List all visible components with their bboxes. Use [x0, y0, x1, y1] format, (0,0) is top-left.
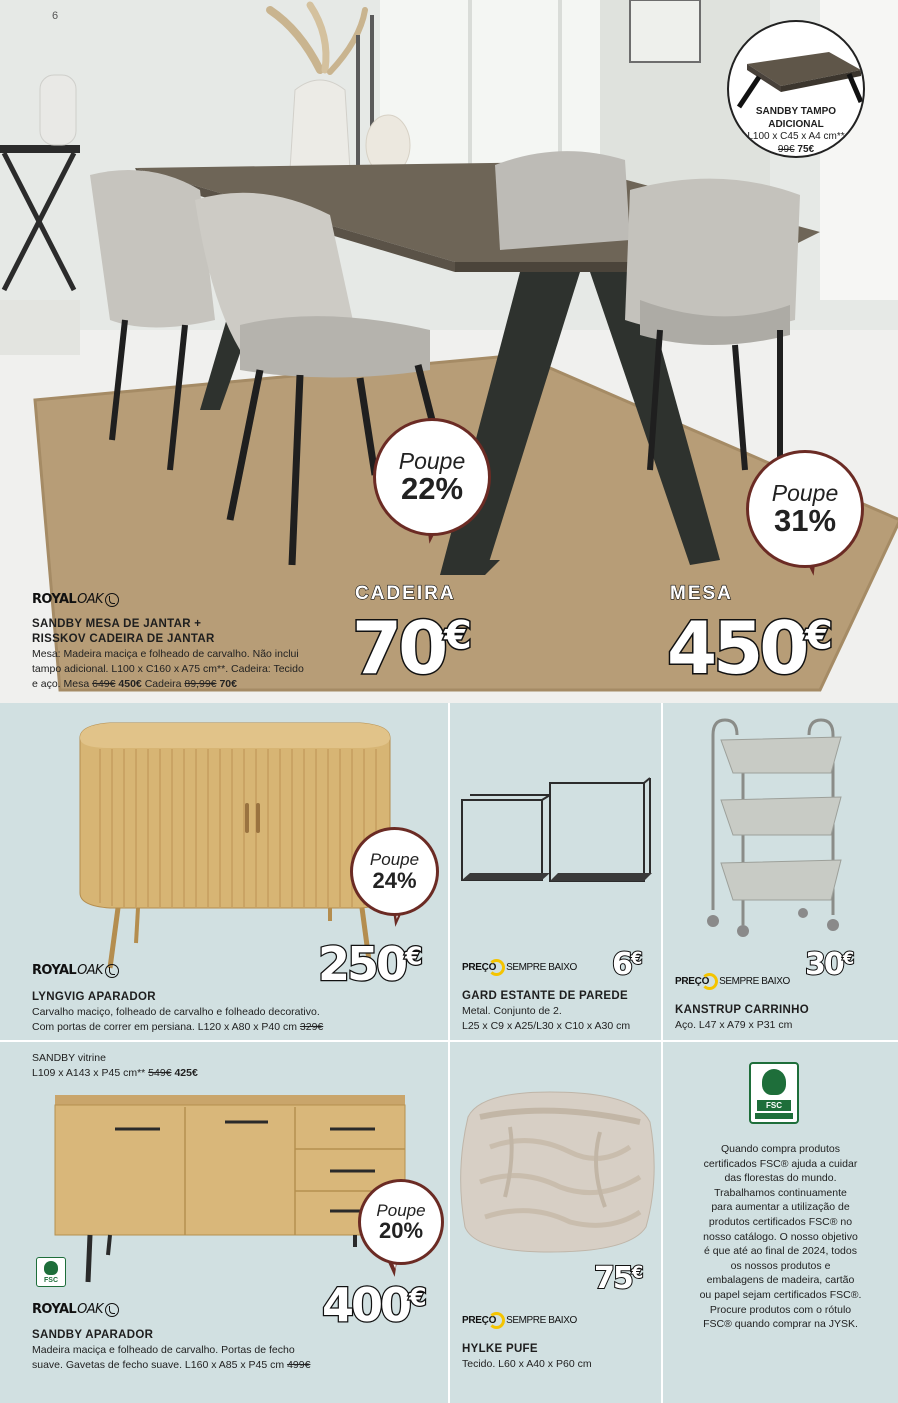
table-price-currency: €: [805, 612, 833, 659]
vitrine-line-2: L109 x A143 x P45 cm** 549€ 425€: [32, 1067, 198, 1079]
chair-price: [352, 606, 472, 690]
table-poupe-label: Poupe: [771, 479, 839, 506]
sandby-save-bubble: [358, 1179, 448, 1279]
fsc-info-text: Quando compra produtos certificados FSC® ajuda a cuidar das florestas do mundo. Trabalhamos continuamente para aumentar a utilização de produtos certificados FSC® no nosso catálogo. O nosso objetivo é que até ao final de 2024, todos os nossos produtos e embalagens de madeira, cartão ou papel sejam certificados FSC®. Procure produtos com o rótulo FSC® quando comprar na JYSK.: [699, 1143, 862, 1331]
preco-sempre-baixo-badge: PREÇO SEMPRE BAIXO: [677, 973, 790, 990]
kanstrup-cart-image: [663, 715, 898, 945]
hylke-card: [450, 1042, 661, 1403]
chair-price-label: CADEIRA: [355, 583, 456, 604]
chair-price-value: 70: [352, 606, 445, 690]
gard-card: [450, 703, 661, 1040]
fsc-logo: FSC: [749, 1062, 799, 1124]
table-price-value: 450: [667, 606, 806, 690]
royal-oak-logo: ROYAL OAK: [32, 592, 119, 607]
addon-tampo-circle: [727, 20, 865, 158]
addon-new-price: 75€: [797, 143, 815, 155]
sandby-price: 400€: [322, 1278, 427, 1332]
hero-title-1: SANDBY MESA DE JANTAR +: [32, 618, 202, 630]
vitrine-line-1: SANDBY vitrine: [32, 1052, 106, 1064]
chair-poupe-label: Poupe: [398, 447, 466, 474]
lyngvig-price: 250€: [318, 937, 423, 991]
page-number: 6: [52, 10, 59, 22]
sandby-poupe: Poupe: [376, 1200, 426, 1220]
addon-title-2: ADICIONAL: [768, 118, 824, 130]
gard-title: GARD ESTANTE DE PAREDE: [462, 990, 628, 1002]
addon-title-1: SANDBY TAMPO: [755, 106, 837, 117]
royal-oak-logo: ROYAL OAK: [32, 1302, 119, 1317]
chair-price-currency: €: [444, 612, 472, 659]
sandby-aparador-title: SANDBY APARADOR: [32, 1329, 154, 1341]
kanstrup-title: KANSTRUP CARRINHO: [675, 1004, 809, 1016]
fsc-small-logo: FSC: [36, 1257, 66, 1292]
table-save-bubble: [746, 450, 868, 578]
hero-desc-3: e aço. Mesa 649€ 450€ Cadeira 89,99€ 70€: [32, 678, 237, 690]
hero-desc-1: Mesa: Madeira maciça e folheado de carvalho. Não inclui: [32, 648, 299, 660]
sun-icon: [701, 973, 718, 990]
lyngvig-desc-1: Carvalho maciço, folheado de carvalho e folheado decorativo.: [32, 1006, 320, 1018]
lyngvig-poupe: Poupe: [369, 850, 420, 870]
sun-icon: [488, 959, 505, 976]
tree-icon: [762, 1069, 786, 1095]
addon-old-price: 99€: [777, 143, 795, 155]
lyngvig-save-bubble: [350, 827, 440, 927]
kanstrup-desc-1: Aço. L47 x A79 x P31 cm: [675, 1019, 793, 1031]
addon-dims: L100 x C45 x A4 cm**: [747, 131, 845, 142]
hylke-title: HYLKE PUFE: [462, 1343, 538, 1355]
hylke-desc-1: Tecido. L60 x A40 x P60 cm: [462, 1358, 592, 1370]
fsc-info-card: [663, 1042, 898, 1403]
kanstrup-card: [663, 703, 898, 1040]
gard-price: 6€: [612, 947, 643, 982]
preco-sempre-baixo-badge: PREÇO SEMPRE BAIXO: [464, 1312, 577, 1329]
sun-icon: [488, 1312, 505, 1329]
lyngvig-card: [0, 703, 448, 1040]
lyngvig-desc-2: Com portas de correr em persiana. L120 x A80 x P40 cm 329€: [32, 1021, 324, 1033]
hero-title-2: RISSKOV CADEIRA DE JANTAR: [32, 633, 215, 645]
sandby-aparador-card: [0, 1042, 448, 1403]
hylke-price: 75€: [594, 1261, 644, 1296]
table-price: [667, 606, 833, 690]
lyngvig-save-pct: 24%: [372, 867, 417, 893]
lyngvig-title: LYNGVIG APARADOR: [32, 991, 156, 1003]
sandby-save-pct: 20%: [378, 1218, 424, 1244]
chair-save-pct: 22%: [400, 470, 464, 506]
gard-desc-2: L25 x C9 x A25/L30 x C10 x A30 cm: [462, 1020, 631, 1032]
royal-oak-logo: ROYAL OAK: [32, 963, 119, 978]
gard-desc-1: Metal. Conjunto de 2.: [462, 1005, 562, 1017]
table-price-label: MESA: [670, 583, 733, 604]
hero-desc-2: tampo adicional. L100 x C160 x A75 cm**. Cadeira: Tecido: [32, 663, 304, 675]
table-save-pct: 31%: [773, 502, 837, 538]
sandby-desc-1: Madeira maciça e folheado de carvalho. Portas de fecho: [32, 1344, 295, 1356]
chair-save-bubble: [373, 418, 493, 546]
kanstrup-price: 30€: [805, 947, 855, 982]
sandby-desc-2: suave. Gavetas de fecho suave. L160 x A85 x P45 cm 499€: [32, 1359, 311, 1371]
hylke-pouf-image: [450, 1077, 661, 1277]
gard-shelves-image: [450, 773, 661, 973]
preco-sempre-baixo-badge: PREÇO SEMPRE BAIXO: [464, 959, 577, 976]
